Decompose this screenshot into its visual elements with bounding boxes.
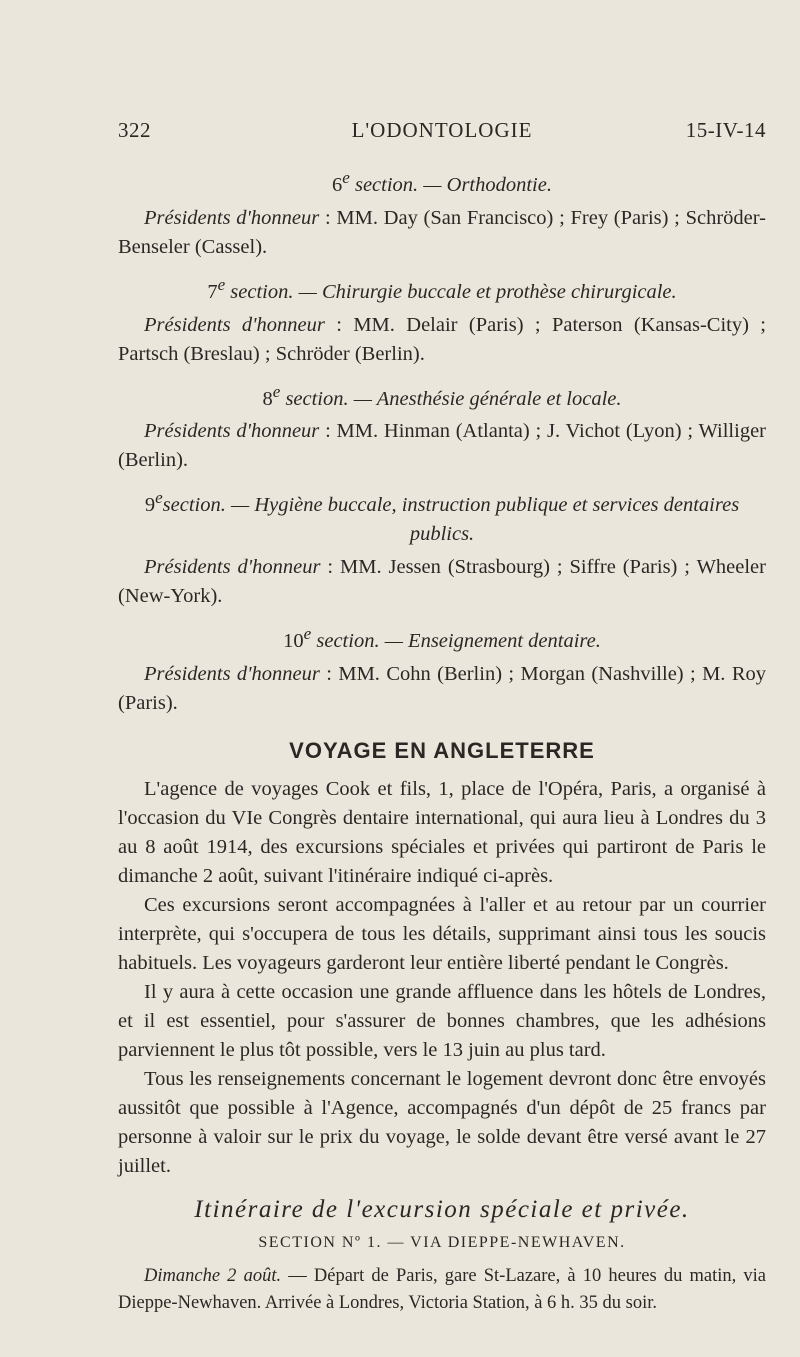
voyage-paragraph: L'agence de voyages Cook et fils, 1, place de l'Opéra, Paris, a organisé à l'occasion du VIe Congrès dentaire international, qui aura lieu à Londres du 3 au 8 août 1914, des excursions spéciales et privées qui partiront de Paris le dimanche 2 août, suivant l'itinéraire indiqué ci-après. [118, 778, 766, 888]
itinerary-title: Itinéraire de l'excursion spéciale et privée. [194, 1196, 690, 1224]
itinerary-day [118, 1263, 766, 1317]
presidents-names: : MM. Delair (Paris) ; Paterson (Kansas-City) ; Partsch (Breslau) ; Schröder (Berlin). [118, 313, 766, 365]
section-number: 9 [144, 494, 156, 517]
section-number-suffix: e [272, 381, 281, 401]
section-title-text: section. — Hygiène buccale, instruction publique et services dentaires publics. [162, 494, 740, 546]
sections-list [118, 163, 766, 718]
itinerary-day-label: Dimanche 2 août. [144, 1266, 282, 1287]
voyage-paragraph: Il y aura à cette occasion une grande affluence dans les hôtels de Londres, et il est essentiel, pour s'assurer de bonnes chambres, que les adhésions parviennent le plus tôt possible, vers le 13 juin au plus tard. [118, 981, 766, 1062]
presidents-label: Présidents d'honneur [144, 420, 320, 443]
journal-title: L'ODONTOLOGIE [351, 118, 533, 142]
section-title [118, 619, 766, 656]
presidents-label: Présidents d'honneur [144, 206, 320, 229]
section-title-text: section. — Enseignement dentaire. [311, 630, 601, 653]
section-title [118, 483, 766, 549]
section-number: 6 [332, 173, 343, 196]
presidents-names: : MM. Day (San Francisco) ; Frey (Paris) ; Schröder-Benseler (Cassel). [118, 206, 766, 258]
presidents-names: : MM. Hinman (Atlanta) ; J. Vichot (Lyon) ; Williger (Berlin). [118, 420, 766, 472]
voyage-heading: VOYAGE EN ANGLETERRE [289, 738, 595, 764]
section-number-suffix: e [155, 488, 163, 508]
section-title-text: section. — Anesthésie générale et locale. [280, 387, 622, 410]
presidents-names: : MM. Jessen (Strasbourg) ; Siffre (Paris) ; Wheeler (New-York). [118, 556, 766, 608]
presidents-label: Présidents d'honneur [144, 663, 320, 686]
section-number: 10 [283, 630, 304, 653]
section-title [118, 270, 766, 307]
section-presidents [118, 660, 766, 718]
section-number: 8 [262, 387, 273, 410]
presidents-names: : MM. Cohn (Berlin) ; Morgan (Nashville) ; M. Roy (Paris). [118, 663, 766, 715]
voyage-paragraph: Ces excursions seront accompagnées à l'aller et au retour par un courrier interprète, qui s'occupera de tous les détails, supprimant ainsi tous les soucis habituels. Les voyageurs garderont leur entière liberté pendant le Congrès. [118, 894, 766, 975]
section-title-text: section. — Chirurgie buccale et prothèse chirurgicale. [225, 280, 677, 303]
presidents-label: Présidents d'honneur [144, 556, 321, 579]
section-presidents [118, 204, 766, 262]
section-presidents [118, 417, 766, 475]
running-head [118, 118, 766, 150]
page-number: 322 [118, 118, 151, 142]
issue-date: 15-IV-14 [685, 118, 766, 142]
section-title [118, 377, 766, 414]
section-number-suffix: e [342, 168, 350, 187]
presidents-label: Présidents d'honneur [144, 313, 325, 336]
section-title [118, 163, 766, 200]
voyage-paragraphs [118, 775, 766, 1181]
section-number: 7 [207, 280, 218, 303]
section-title-text: section. — Orthodontie. [349, 173, 552, 196]
page-body [118, 160, 766, 1317]
section-presidents [118, 311, 766, 369]
section-number-suffix: e [303, 624, 312, 644]
section-number-suffix: e [217, 274, 226, 294]
section-presidents [118, 553, 766, 611]
itinerary-section-line: SECTION Nº 1. — VIA DIEPPE-NEWHAVEN. [258, 1234, 626, 1252]
itinerary-day-text: — Départ de Paris, gare St-Lazare, à 10 heures du matin, via Dieppe-Newhaven. Arrivée à Londres, Victoria Station, à 6 h. 35 du soir. [118, 1266, 766, 1314]
voyage-paragraph: Tous les renseignements concernant le logement devront donc être envoyés aussitôt que possible à l'Agence, accompagnés d'un dépôt de 25 francs par personne à valoir sur le prix du voyage, le solde devant être versé avant le 27 juillet. [118, 1068, 766, 1178]
